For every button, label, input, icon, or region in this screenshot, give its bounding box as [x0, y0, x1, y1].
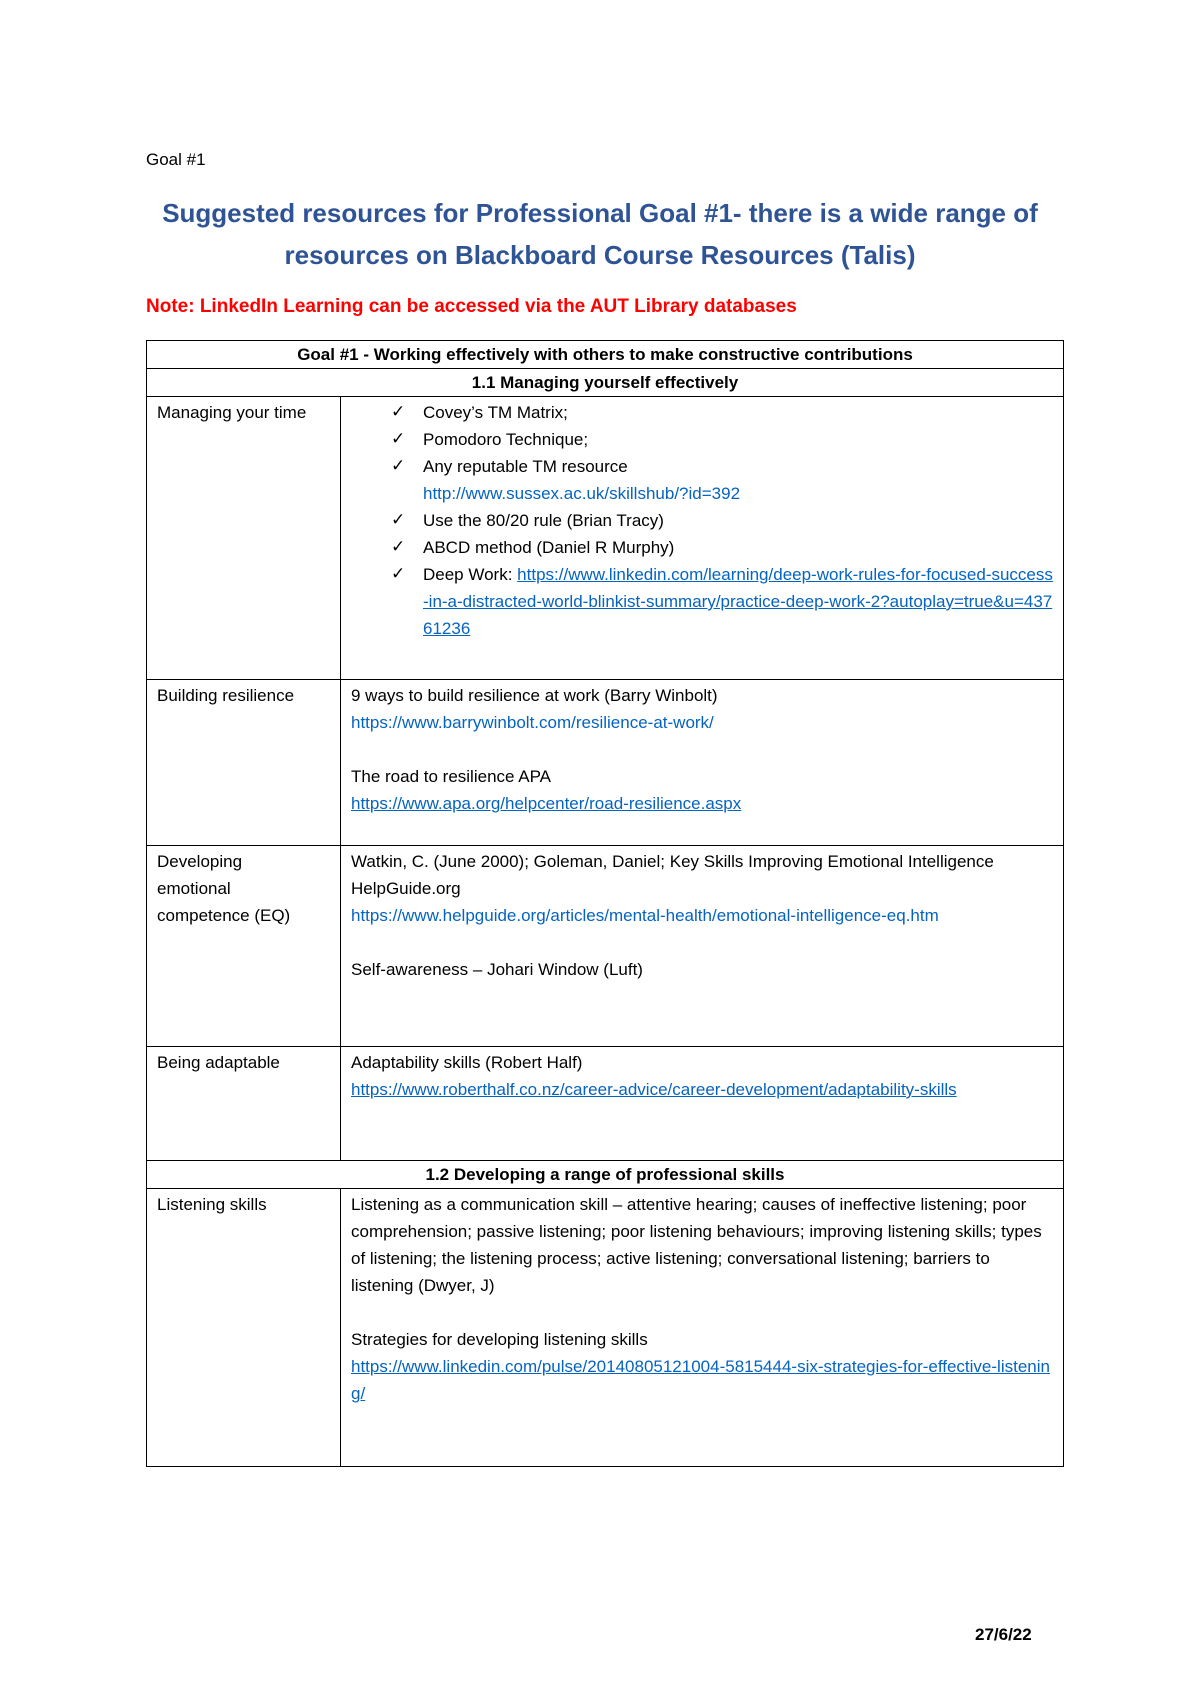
list-item — [391, 534, 1053, 561]
apa-link[interactable]: https://www.apa.org/helpcenter/road-resilience.aspx — [351, 794, 742, 813]
row-label-eq: Developing emotional competence (EQ) — [147, 846, 341, 1047]
list-item — [391, 507, 1053, 534]
list-item — [391, 453, 1053, 507]
checklist — [351, 399, 1053, 642]
document-date: 27/6/22 — [975, 1625, 1032, 1644]
row-content-adapt — [341, 1047, 1064, 1161]
checkmark-icon: ✓ — [391, 402, 406, 422]
checkmark-icon: ✓ — [391, 537, 406, 557]
item-text: Covey’s TM Matrix; — [423, 403, 568, 422]
item-text: Any reputable TM resource — [423, 457, 628, 476]
item-text: Pomodoro Technique; — [423, 430, 589, 449]
row-label-resilience: Building resilience — [147, 680, 341, 846]
list-item — [391, 426, 1053, 453]
resource-text: Watkin, C. (June 2000); Goleman, Daniel; Key Skills Improving Emotional Intelligence HelpGuide.org — [351, 852, 994, 898]
sussex-link[interactable]: http://www.sussex.ac.uk/skillshub/?id=392 — [423, 484, 741, 503]
resource-text: Self-awareness – Johari Window (Luft) — [351, 960, 643, 979]
table-row — [147, 680, 1064, 846]
helpguide-link[interactable]: https://www.helpguide.org/articles/mental-health/emotional-intelligence-eq.htm — [351, 906, 939, 925]
checkmark-icon: ✓ — [391, 564, 406, 584]
linkedin-pulse-link[interactable]: https://www.linkedin.com/pulse/20140805121004-5815444-six-strategies-for-effective-listening/ — [351, 1357, 1050, 1403]
table-row — [147, 1047, 1064, 1161]
row-label-time: Managing your time — [147, 397, 341, 680]
resource-text: Strategies for developing listening skills — [351, 1330, 648, 1349]
item-text: Use the 80/20 rule (Brian Tracy) — [423, 511, 664, 530]
winbolt-link[interactable]: https://www.barrywinbolt.com/resilience-at-work/ — [351, 713, 714, 732]
list-item — [391, 399, 1053, 426]
item-text: Deep Work: — [423, 565, 518, 584]
deep-work-link[interactable]: https://www.linkedin.com/learning/deep-work-rules-for-focused-success-in-a-distracted-world-blinkist-summary/practice-deep-work-2?autoplay=true&u=43761236 — [423, 565, 1053, 638]
table-row — [147, 1189, 1064, 1467]
page-label: Goal #1 — [146, 150, 206, 169]
resource-text: 9 ways to build resilience at work (Barry Winbolt) — [351, 686, 718, 705]
checkmark-icon: ✓ — [391, 510, 406, 530]
row-label-adapt: Being adaptable — [147, 1047, 341, 1161]
checkmark-icon: ✓ — [391, 429, 406, 449]
resources-table — [146, 340, 1064, 1467]
section-row — [147, 369, 1064, 397]
table-row — [147, 846, 1064, 1047]
section-heading-1-2: 1.2 Developing a range of professional skills — [147, 1161, 1064, 1189]
row-content-resilience — [341, 680, 1064, 846]
row-content-eq — [341, 846, 1064, 1047]
row-content-listening — [341, 1189, 1064, 1467]
list-item — [391, 561, 1053, 642]
resource-text: The road to resilience APA — [351, 767, 552, 786]
resource-text: Listening as a communication skill – attentive hearing; causes of ineffective listening; poor comprehension; passive listening; poor listening behaviours; improving listening skills; types of listening; the listening process; active listening; conversational listening; barriers to listening (Dwyer, J) — [351, 1195, 1042, 1295]
document-title: Suggested resources for Professional Goal #1- there is a wide range of resources on Blackboard Course Resources (Talis) — [162, 198, 1038, 270]
section-row — [147, 1161, 1064, 1189]
item-text: ABCD method (Daniel R Murphy) — [423, 538, 675, 557]
row-content-time — [341, 397, 1064, 680]
row-label-listening: Listening skills — [147, 1189, 341, 1467]
library-note: Note: LinkedIn Learning can be accessed via the AUT Library databases — [146, 296, 797, 317]
checkmark-icon: ✓ — [391, 456, 406, 476]
resource-text: Adaptability skills (Robert Half) — [351, 1053, 583, 1072]
table-row — [147, 397, 1064, 680]
section-heading-1-1: 1.1 Managing yourself effectively — [147, 369, 1064, 397]
table-header: Goal #1 - Working effectively with others to make constructive contributions — [147, 341, 1064, 369]
table-header-row — [147, 341, 1064, 369]
roberthalf-link[interactable]: https://www.roberthalf.co.nz/career-advice/career-development/adaptability-skills — [351, 1080, 957, 1099]
